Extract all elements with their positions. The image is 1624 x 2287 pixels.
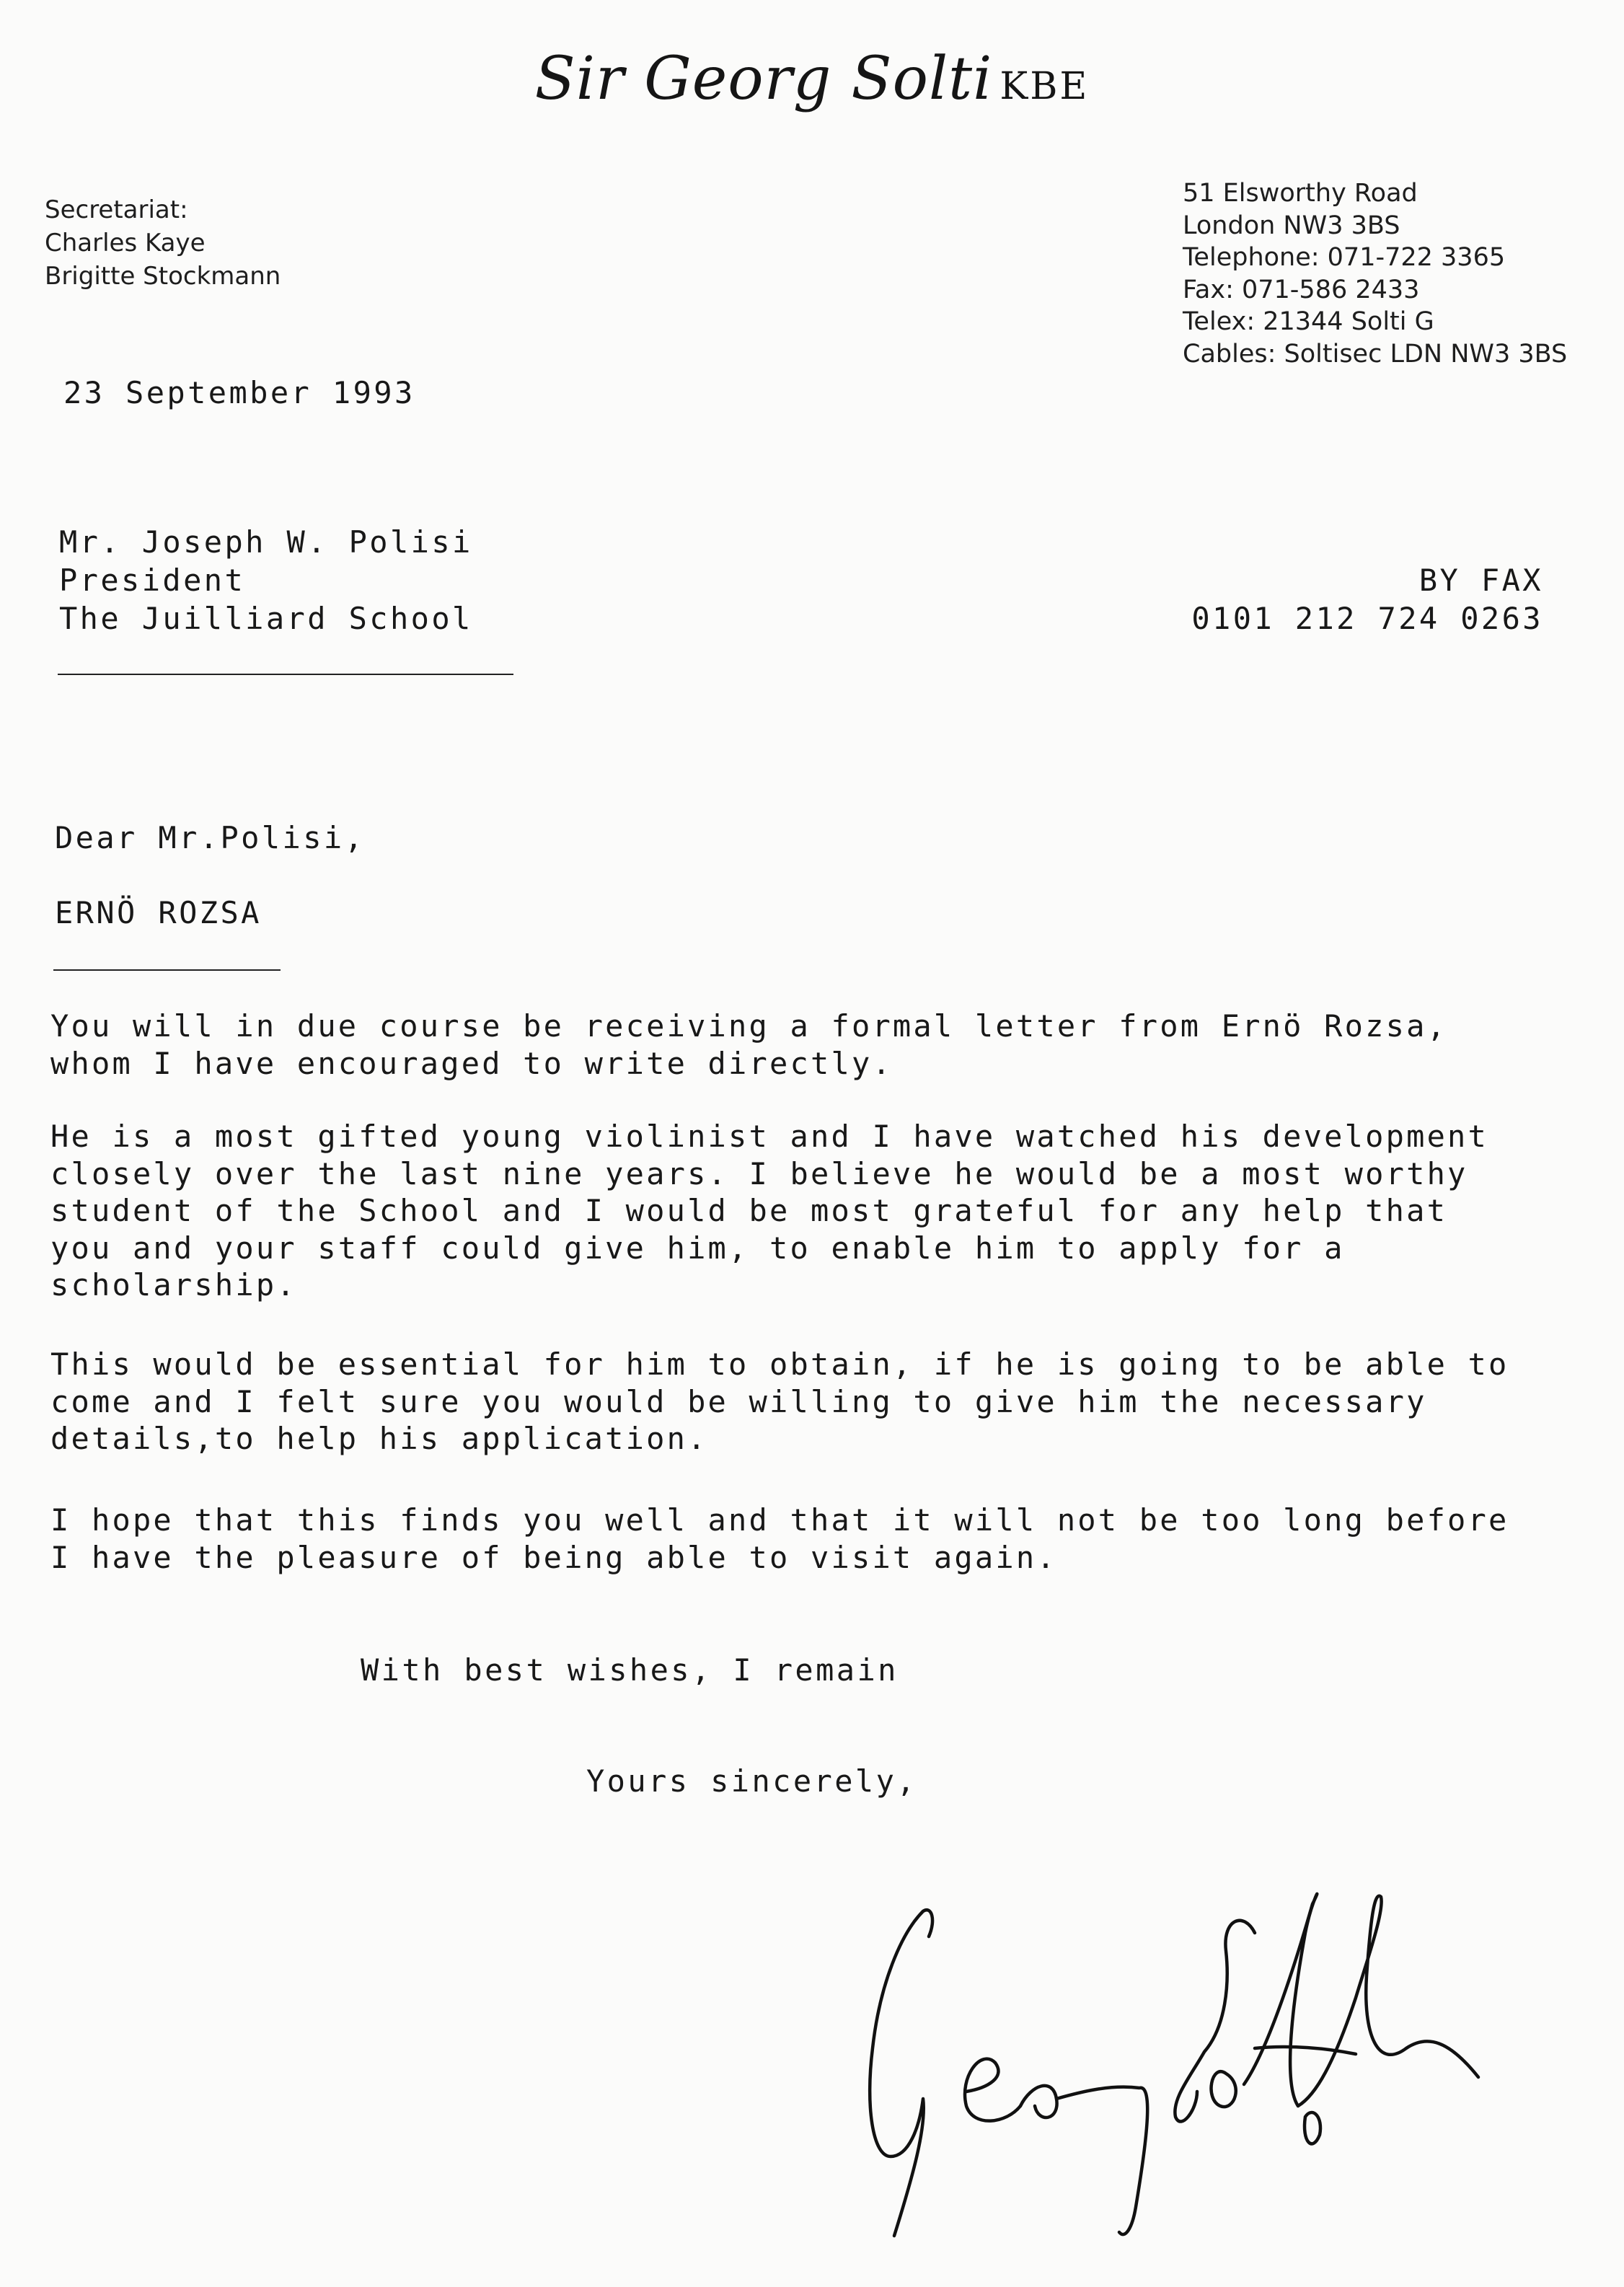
body-line: details,to help his application. [50, 1421, 708, 1456]
secretariat-heading: Secretariat: [45, 195, 188, 224]
body-line: I have the pleasure of being able to visit again. [50, 1539, 1057, 1575]
body-line: whom I have encouraged to write directly. [50, 1045, 893, 1081]
address-line: London NW3 3BS [1183, 211, 1400, 240]
body-line: This would be essential for him to obtain, if he is going to be able to [50, 1347, 1509, 1382]
address-fax: Fax: 071-586 2433 [1183, 275, 1420, 304]
recipient-underline [58, 674, 513, 675]
letter-date: 23 September 1993 [63, 375, 415, 410]
secretariat-name: Brigitte Stockmann [45, 262, 281, 291]
body-line: You will in due course be receiving a formal letter from Ernö Rozsa, [50, 1008, 1448, 1044]
delivery-method: BY FAX [1418, 563, 1543, 598]
body-line: closely over the last nine years. I believe he would be a most worthy [50, 1155, 1468, 1191]
address-cables: Cables: Soltisec LDN NW3 3BS [1183, 339, 1568, 369]
fax-number: 0101 212 724 0263 [1191, 601, 1543, 636]
body-paragraph-2 [50, 1118, 1488, 1304]
recipient-name: Mr. Joseph W. Polisi [59, 524, 473, 560]
letterhead [0, 45, 1624, 113]
body-line: I hope that this finds you well and that it will not be too long before [50, 1502, 1509, 1538]
recipient-organisation: The Juilliard School [59, 601, 473, 636]
letterhead-honour: KBE [999, 65, 1090, 108]
recipient-block [59, 523, 473, 638]
delivery-block [1150, 561, 1543, 638]
recipient-title: President [59, 563, 246, 598]
address-telephone: Telephone: 071-722 3365 [1183, 243, 1506, 272]
secretariat-block [45, 193, 281, 293]
closing-signoff: Yours sincerely, [586, 1763, 917, 1799]
body-line: student of the School and I would be most grateful for any help that [50, 1193, 1448, 1228]
body-line: He is a most gifted young violinist and I have watched his development [50, 1119, 1489, 1154]
body-line: come and I felt sure you would be willing to give him the necessary [50, 1383, 1427, 1419]
letterhead-name: Sir Georg Solti [534, 45, 993, 113]
body-paragraph-4 [50, 1502, 1509, 1576]
handwritten-signature [851, 1868, 1529, 2243]
body-paragraph-3 [50, 1346, 1509, 1458]
subject-underline [53, 969, 281, 971]
address-telex: Telex: 21344 Solti G [1183, 307, 1434, 336]
sender-address [1183, 177, 1567, 370]
closing-remark: With best wishes, I remain [361, 1652, 899, 1688]
secretariat-name: Charles Kaye [45, 229, 206, 257]
address-line: 51 Elsworthy Road [1183, 179, 1418, 208]
subject-line: ERNÖ ROZSA [55, 895, 262, 930]
salutation: Dear Mr.Polisi, [55, 820, 366, 855]
body-line: you and your staff could give him, to enable him to apply for a [50, 1230, 1345, 1266]
body-line: scholarship. [50, 1267, 297, 1303]
body-paragraph-1 [50, 1008, 1447, 1082]
